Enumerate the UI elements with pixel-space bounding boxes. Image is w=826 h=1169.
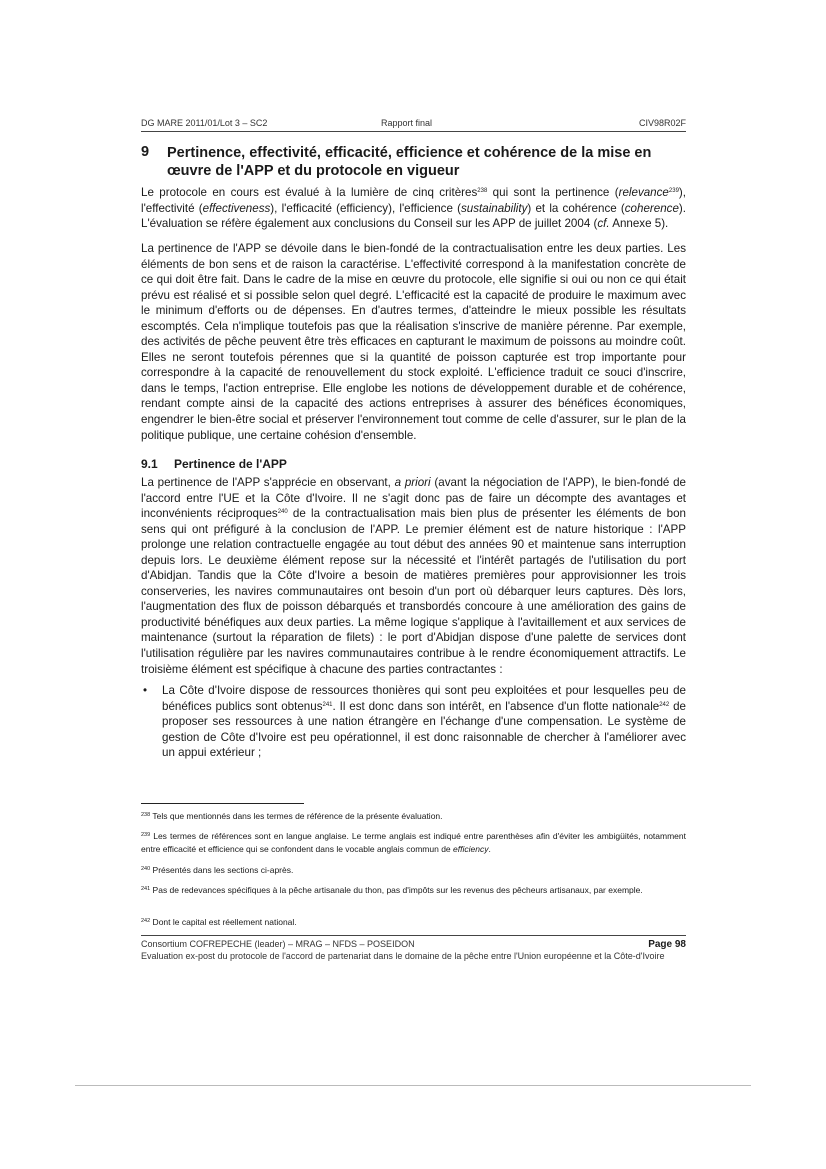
footnote-text: Tels que mentionnés dans les termes de référence de la présente évaluation.: [150, 811, 443, 821]
intro-italic: relevance: [618, 186, 669, 199]
intro-text: ), l'efficacité (efficiency), l'efficience (: [270, 201, 461, 215]
footnote-ref-240[interactable]: 240: [277, 509, 288, 516]
footnote-number: 242: [141, 918, 151, 924]
intro-paragraph-2: [141, 241, 686, 443]
footnote-ref-242[interactable]: 242: [659, 701, 670, 708]
bullet-item: [141, 683, 686, 761]
intro-text: ) et la cohérence (: [527, 201, 625, 215]
intro-text: Le protocole en cours est évalué à la lumière de cinq critères: [141, 186, 478, 199]
intro-text: ), l'effectivité (: [141, 186, 686, 215]
footnote-text: Les termes de références sont en langue anglaise. Le terme anglais est indiqué entre parenthèses afin d'éviter les ambigüités, notamment entre efficacité et efficience qui se confondent dans le vocable anglais commun de: [141, 831, 686, 854]
subsection-italic: a priori: [394, 476, 431, 489]
footnote-238: [141, 810, 686, 823]
footnote-text: Dont le capital est réellement national.: [150, 917, 297, 927]
footer-rule: [141, 935, 686, 936]
bullet-text: de proposer ses ressources à une nation étrangère en l'échange d'une compensation. Le système de gestion de Côte d'Ivoire est peu opérationnel, il est donc raisonnable de chercher à l'améliorer avec un appui extérieur ;: [162, 699, 686, 760]
footnote-241: [141, 884, 686, 897]
footnote-text: Présentés dans les sections ci-après.: [150, 865, 294, 875]
bullet-text: La Côte d'Ivoire dispose de ressources thonières qui sont peu exploitées et pour lesquelles peu de bénéfices publics sont obtenus: [162, 684, 686, 713]
bullet-symbol: •: [143, 684, 148, 697]
footnote-italic: efficiency: [453, 844, 489, 854]
footnote-ref-238[interactable]: 238: [477, 188, 488, 194]
intro-text: ). L'évaluation se réfère également aux conclusions du Conseil sur les APP de juillet 2004 (: [141, 201, 686, 231]
intro-text: Annexe 5).: [609, 217, 669, 231]
footnote-text: Pas de redevances spécifiques à la pêche artisanale du thon, pas d'impôts sur les revenus des pêcheurs artisanaux, par exemple.: [150, 885, 643, 895]
subsection-text: La pertinence de l'APP s'apprécie en observant,: [141, 476, 395, 489]
intro-paragraph-2-text: La pertinence de l'APP se dévoile dans le bien-fondé de la contractualisation entre les deux parties. Les éléments de bon sens et de raison la caractérise. L'effectivité correspond à la manifestation concrète de ce qui doit être fait. Dans le cadre de la mise en œuvre du protocole, elle signifie si oui ou non ce qui était prévu est réalisé et si possible selon quel degré. L'efficacité est la capacité de produire le maximum avec le minimum d'efforts ou de dépenses. En d'autres termes, d'atteindre le mieux possible les résultats escomptés. Cela n'implique toutefois pas que la réalisation s'inscrive de manière pérenne. Par exemple, des activités de pêche peuvent être très efficaces en capturant le maximum de poissons au moindre coût. Elles ne seront toutefois pérennes que si la quantité de poisson capturée est trop importante pour correspondre à la capacité de renouvellement du stock exploité. L'efficience traduit ce souci d'inscrire, dans le temps, l'action entreprise. Elle englobe les notions de développement durable et de cohérence, rendant compte ainsi de la capacité des actions entreprises à assurer des bénéfices économiques, engendrer le bien-être social et préserver l'environnement tout comme de celle d'assurer, sur le plan de la politique publique, une certaine cohésion d'ensemble.: [141, 242, 686, 442]
footnote-239: [141, 830, 686, 856]
header-rule: [141, 131, 686, 132]
footnote-ref-241[interactable]: 241: [322, 701, 333, 708]
footnote-240: [141, 864, 686, 877]
header-left: DG MARE 2011/01/Lot 3 – SC2: [141, 118, 268, 128]
footnote-number: 238: [141, 812, 151, 818]
footnote-ref-239[interactable]: 239: [668, 188, 679, 194]
footnote-number: 241: [141, 886, 151, 892]
footnote-number: 240: [141, 866, 151, 872]
footnote-number: 239: [141, 832, 151, 838]
page-number: Page 98: [648, 939, 686, 950]
footer-document-title: Evaluation ex-post du protocole de l'accord de partenariat dans le domaine de la pêche entre l'Union européenne et la Côte-d'Ivoire: [141, 951, 665, 961]
subsection-title: Pertinence de l'APP: [174, 457, 287, 471]
subsection-number: 9.1: [141, 457, 158, 471]
header-right: CIV98R02F: [638, 118, 686, 128]
intro-italic: sustainability: [461, 201, 528, 215]
footnote-242: [141, 916, 686, 929]
subsection-paragraph: [141, 475, 686, 677]
section-title: Pertinence, effectivité, efficacité, efficience et cohérence de la mise en œuvre de l'APP et du protocole en vigueur: [167, 145, 652, 179]
intro-text: qui sont la pertinence (: [487, 186, 619, 199]
intro-italic: effectiveness: [202, 201, 271, 215]
section-number: 9: [141, 144, 150, 160]
subsection-text: (avant la négociation de l'APP), le bien-fondé de l'accord entre l'UE et la Côte d'Ivoire. Il ne s'agit donc pas de faire un décompte des avantages et inconvénients réciproques: [141, 476, 687, 521]
footer-consortium: Consortium COFREPECHE (leader) – MRAG – NFDS – POSEIDON: [141, 939, 415, 949]
intro-italic: cf.: [597, 217, 610, 231]
footnote-separator: [141, 803, 304, 804]
header-center: Rapport final: [381, 118, 433, 128]
footnote-text: .: [488, 844, 491, 854]
subsection-text: de la contractualisation mais bien plus de présenter les éléments de bon sens qui ont préfiguré à la conclusion de l'APP. Le premier élément est de nature historique : l'APP prolonge une relation contractuelle engagée au tout début des années 90 et maintenue sans interruption depuis lors. Le deuxième élément repose sur la nécessité et l'intérêt partagés de l'utilisation du port d'Abidjan. Tandis que la Côte d'Ivoire a besoin de matières premières pour approvisionner les trois conserveries, les navires communautaires ont besoin d'un port où débarquer leurs captures. Dès lors, l'augmentation des flux de poisson débarqués et transbordés concoure à une amélioration des gains de productivité bénéfiques aux deux parties. La même logique s'applique à l'avitaillement et aux services de maintenance (surtout la réparation de filets) : le port d'Abidjan dispose d'une palette de services dont l'utilisation régulière par les navires communautaires contribue à le rendre économiquement attractifs. Le troisième élément est spécifique à chacune des parties contractantes :: [141, 507, 686, 676]
bullet-text: . Il est donc dans son intérêt, en l'absence d'un flotte nationale: [332, 699, 660, 713]
intro-paragraph-1: [141, 185, 686, 232]
intro-italic: coherence: [624, 201, 679, 215]
page-bottom-divider: [75, 1085, 751, 1086]
